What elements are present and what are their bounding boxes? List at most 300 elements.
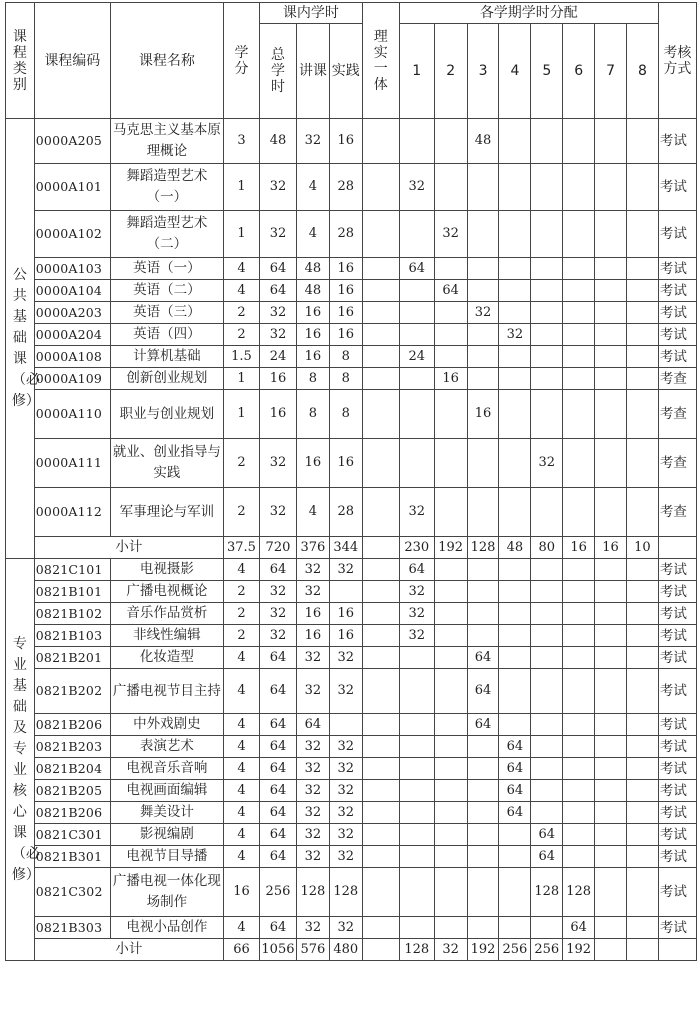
subtotal-label: 小计 [34, 939, 223, 961]
course-name: 影视编剧 [110, 824, 223, 846]
semester-8-hours-cell [626, 669, 658, 714]
header-semester-8: 8 [626, 24, 658, 119]
course-name: 舞美设计 [110, 802, 223, 824]
semester-3-hours-cell [467, 625, 499, 647]
header-semester-allocation: 各学期学时分配 [399, 3, 658, 24]
semester-8-hours-cell [626, 346, 658, 368]
course-code: 0000A112 [34, 488, 110, 537]
practice-hours-cell: 8 [329, 346, 362, 368]
header-semester-3: 3 [467, 24, 499, 119]
total-hours-cell: 64 [259, 647, 296, 669]
semester-7-hours-cell [595, 669, 627, 714]
subtotal-lecture-hours: 376 [296, 537, 329, 559]
semester-3-hours-cell: 16 [467, 390, 499, 439]
semester-5-hours-cell [531, 559, 563, 581]
header-lecture: 讲课 [296, 24, 329, 119]
semester-2-hours-cell [434, 780, 467, 802]
course-category-label: 公共基础课（必修） [11, 267, 40, 409]
semester-2-hours-cell [434, 868, 467, 917]
subtotal-row [6, 537, 697, 559]
credit-cell: 4 [223, 736, 259, 758]
semester-2-hours-cell: 64 [434, 280, 467, 302]
course-code: 0000A109 [34, 368, 110, 390]
semester-5-hours-cell: 32 [531, 439, 563, 488]
integrated-hours-cell [362, 780, 399, 802]
semester-3-hours-cell [467, 211, 499, 258]
subtotal-semester-5: 80 [531, 537, 563, 559]
semester-7-hours-cell [595, 164, 627, 211]
semester-3-hours-cell [467, 346, 499, 368]
practice-hours-cell: 16 [329, 625, 362, 647]
practice-hours-cell: 16 [329, 280, 362, 302]
lecture-hours-cell: 64 [296, 714, 329, 736]
semester-7-hours-cell [595, 211, 627, 258]
table-row [6, 917, 697, 939]
semester-2-hours-cell [434, 258, 467, 280]
credit-cell: 4 [223, 669, 259, 714]
semester-8-hours-cell [626, 802, 658, 824]
credit-cell: 4 [223, 559, 259, 581]
practice-hours-cell: 128 [329, 868, 362, 917]
integrated-hours-cell [362, 669, 399, 714]
semester-3-hours-cell [467, 164, 499, 211]
lecture-hours-cell: 16 [296, 302, 329, 324]
total-hours-cell: 64 [259, 258, 296, 280]
total-hours-cell: 32 [259, 581, 296, 603]
integrated-hours-cell [362, 346, 399, 368]
semester-2-hours-cell [434, 488, 467, 537]
semester-2-hours-cell [434, 346, 467, 368]
table-row [6, 603, 697, 625]
course-name: 广播电视概论 [110, 581, 223, 603]
total-hours-cell: 32 [259, 625, 296, 647]
table-row [6, 581, 697, 603]
lecture-hours-cell: 32 [296, 846, 329, 868]
credit-cell: 2 [223, 625, 259, 647]
integrated-hours-cell [362, 736, 399, 758]
semester-4-hours-cell [499, 824, 531, 846]
total-hours-cell: 32 [259, 211, 296, 258]
lecture-hours-cell: 48 [296, 280, 329, 302]
semester-6-hours-cell [563, 488, 595, 537]
course-name: 计算机基础 [110, 346, 223, 368]
course-name: 就业、创业指导与实践 [110, 439, 223, 488]
course-name: 广播电视一体化现场制作 [110, 868, 223, 917]
total-hours-cell: 64 [259, 714, 296, 736]
course-code: 0821B202 [34, 669, 110, 714]
subtotal-semester-2: 32 [434, 939, 467, 961]
lecture-hours-cell: 8 [296, 368, 329, 390]
practice-hours-cell: 28 [329, 211, 362, 258]
table-row [6, 211, 697, 258]
semester-1-hours-cell: 64 [399, 258, 434, 280]
course-name: 军事理论与军训 [110, 488, 223, 537]
semester-8-hours-cell [626, 736, 658, 758]
credit-cell: 4 [223, 780, 259, 802]
semester-7-hours-cell [595, 758, 627, 780]
semester-7-hours-cell [595, 917, 627, 939]
header-semester-1: 1 [399, 24, 434, 119]
assessment-mode: 考试 [658, 211, 696, 258]
header-semester-6: 6 [563, 24, 595, 119]
semester-1-hours-cell [399, 824, 434, 846]
table-row [6, 625, 697, 647]
semester-1-hours-cell [399, 846, 434, 868]
semester-8-hours-cell [626, 581, 658, 603]
semester-8-hours-cell [626, 280, 658, 302]
subtotal-practice-hours: 480 [329, 939, 362, 961]
semester-1-hours-cell [399, 302, 434, 324]
course-code: 0000A111 [34, 439, 110, 488]
semester-7-hours-cell [595, 714, 627, 736]
semester-4-hours-cell [499, 390, 531, 439]
subtotal-practice-hours: 344 [329, 537, 362, 559]
semester-3-hours-cell [467, 780, 499, 802]
assessment-mode: 考试 [658, 758, 696, 780]
semester-2-hours-cell [434, 324, 467, 346]
assessment-mode: 考试 [658, 280, 696, 302]
assessment-mode: 考查 [658, 390, 696, 439]
semester-2-hours-cell [434, 119, 467, 164]
semester-6-hours-cell [563, 758, 595, 780]
course-name: 化妆造型 [110, 647, 223, 669]
total-hours-cell: 64 [259, 559, 296, 581]
semester-1-hours-cell [399, 780, 434, 802]
subtotal-semester-2: 192 [434, 537, 467, 559]
lecture-hours-cell: 4 [296, 488, 329, 537]
semester-7-hours-cell [595, 280, 627, 302]
semester-1-hours-cell [399, 211, 434, 258]
table-row [6, 758, 697, 780]
semester-6-hours-cell [563, 603, 595, 625]
semester-8-hours-cell [626, 714, 658, 736]
semester-3-hours-cell [467, 559, 499, 581]
total-hours-cell: 64 [259, 802, 296, 824]
semester-5-hours-cell [531, 211, 563, 258]
semester-1-hours-cell [399, 119, 434, 164]
semester-5-hours-cell [531, 603, 563, 625]
course-code: 0821B303 [34, 917, 110, 939]
semester-3-hours-cell [467, 280, 499, 302]
semester-8-hours-cell [626, 302, 658, 324]
total-hours-cell: 64 [259, 917, 296, 939]
lecture-hours-cell: 32 [296, 780, 329, 802]
assessment-mode: 考试 [658, 780, 696, 802]
subtotal-semester-6: 192 [563, 939, 595, 961]
credit-cell: 4 [223, 647, 259, 669]
semester-7-hours-cell [595, 258, 627, 280]
semester-7-hours-cell [595, 581, 627, 603]
integrated-hours-cell [362, 368, 399, 390]
semester-1-hours-cell [399, 736, 434, 758]
assessment-mode: 考试 [658, 346, 696, 368]
header-in-class-hours: 课内学时 [259, 3, 362, 24]
semester-4-hours-cell [499, 917, 531, 939]
semester-3-hours-cell [467, 917, 499, 939]
semester-8-hours-cell [626, 824, 658, 846]
credit-cell: 2 [223, 581, 259, 603]
practice-hours-cell: 32 [329, 780, 362, 802]
semester-4-hours-cell [499, 211, 531, 258]
assessment-mode: 考试 [658, 164, 696, 211]
practice-hours-cell: 32 [329, 758, 362, 780]
course-code: 0821B205 [34, 780, 110, 802]
semester-6-hours-cell [563, 559, 595, 581]
subtotal-semester-7: 16 [595, 537, 627, 559]
course-code: 0000A101 [34, 164, 110, 211]
semester-4-hours-cell: 32 [499, 324, 531, 346]
header-semester-7: 7 [595, 24, 627, 119]
course-code: 0000A102 [34, 211, 110, 258]
integrated-hours-cell [362, 439, 399, 488]
semester-8-hours-cell [626, 164, 658, 211]
semester-1-hours-cell [399, 280, 434, 302]
total-hours-cell: 64 [259, 824, 296, 846]
lecture-hours-cell: 8 [296, 390, 329, 439]
semester-6-hours-cell [563, 439, 595, 488]
assessment-mode: 考试 [658, 917, 696, 939]
semester-5-hours-cell [531, 581, 563, 603]
lecture-hours-cell: 32 [296, 581, 329, 603]
total-hours-cell: 32 [259, 324, 296, 346]
course-code: 0821B206 [34, 714, 110, 736]
assessment-mode: 考试 [658, 802, 696, 824]
subtotal-row [6, 939, 697, 961]
semester-8-hours-cell [626, 868, 658, 917]
lecture-hours-cell: 32 [296, 669, 329, 714]
semester-1-hours-cell [399, 917, 434, 939]
semester-8-hours-cell [626, 488, 658, 537]
semester-1-hours-cell [399, 669, 434, 714]
total-hours-cell: 24 [259, 346, 296, 368]
course-code: 0821C302 [34, 868, 110, 917]
table-row [6, 280, 697, 302]
assessment-mode: 考查 [658, 368, 696, 390]
semester-4-hours-cell [499, 164, 531, 211]
semester-4-hours-cell [499, 647, 531, 669]
course-code: 0000A204 [34, 324, 110, 346]
subtotal-assessment [658, 939, 696, 961]
assessment-mode: 考试 [658, 625, 696, 647]
semester-7-hours-cell [595, 868, 627, 917]
course-code: 0821B101 [34, 581, 110, 603]
course-name: 音乐作品赏析 [110, 603, 223, 625]
semester-6-hours-cell [563, 211, 595, 258]
subtotal-total-hours: 720 [259, 537, 296, 559]
practice-hours-cell: 16 [329, 119, 362, 164]
header-total-hours: 总学时 [259, 24, 296, 119]
assessment-mode: 考查 [658, 488, 696, 537]
assessment-mode: 考试 [658, 559, 696, 581]
table-header [6, 3, 697, 119]
semester-6-hours-cell [563, 280, 595, 302]
course-code: 0821B206 [34, 802, 110, 824]
semester-3-hours-cell [467, 258, 499, 280]
table-row [6, 368, 697, 390]
assessment-mode: 考试 [658, 119, 696, 164]
subtotal-semester-3: 128 [467, 537, 499, 559]
practice-hours-cell: 32 [329, 917, 362, 939]
course-name: 广播电视节目主持 [110, 669, 223, 714]
integrated-hours-cell [362, 258, 399, 280]
practice-hours-cell: 16 [329, 324, 362, 346]
lecture-hours-cell: 16 [296, 324, 329, 346]
semester-6-hours-cell [563, 258, 595, 280]
lecture-hours-cell: 128 [296, 868, 329, 917]
subtotal-credit: 37.5 [223, 537, 259, 559]
table-row [6, 780, 697, 802]
semester-6-hours-cell [563, 324, 595, 346]
practice-hours-cell [329, 714, 362, 736]
semester-6-hours-cell [563, 802, 595, 824]
credit-cell: 2 [223, 603, 259, 625]
lecture-hours-cell: 48 [296, 258, 329, 280]
semester-4-hours-cell [499, 846, 531, 868]
course-name: 表演艺术 [110, 736, 223, 758]
course-name: 马克思主义基本原理概论 [110, 119, 223, 164]
semester-1-hours-cell: 24 [399, 346, 434, 368]
practice-hours-cell: 32 [329, 736, 362, 758]
total-hours-cell: 32 [259, 302, 296, 324]
assessment-mode: 考试 [658, 581, 696, 603]
lecture-hours-cell: 32 [296, 824, 329, 846]
assessment-mode: 考试 [658, 736, 696, 758]
credit-cell: 4 [223, 258, 259, 280]
semester-4-hours-cell [499, 346, 531, 368]
lecture-hours-cell: 32 [296, 758, 329, 780]
course-code: 0821B102 [34, 603, 110, 625]
semester-1-hours-cell: 32 [399, 164, 434, 211]
practice-hours-cell: 16 [329, 603, 362, 625]
semester-5-hours-cell: 128 [531, 868, 563, 917]
semester-1-hours-cell [399, 758, 434, 780]
semester-5-hours-cell [531, 917, 563, 939]
semester-2-hours-cell [434, 581, 467, 603]
table-row [6, 346, 697, 368]
lecture-hours-cell: 4 [296, 211, 329, 258]
semester-6-hours-cell [563, 669, 595, 714]
semester-7-hours-cell [595, 736, 627, 758]
credit-cell: 4 [223, 714, 259, 736]
course-name: 电视音乐音响 [110, 758, 223, 780]
practice-hours-cell: 32 [329, 824, 362, 846]
semester-7-hours-cell [595, 824, 627, 846]
integrated-hours-cell [362, 603, 399, 625]
integrated-hours-cell [362, 559, 399, 581]
credit-cell: 4 [223, 846, 259, 868]
semester-1-hours-cell: 64 [399, 559, 434, 581]
semester-3-hours-cell [467, 324, 499, 346]
table-row [6, 736, 697, 758]
semester-4-hours-cell [499, 868, 531, 917]
course-code: 0000A205 [34, 119, 110, 164]
semester-6-hours-cell [563, 368, 595, 390]
semester-3-hours-cell [467, 802, 499, 824]
semester-2-hours-cell [434, 302, 467, 324]
semester-5-hours-cell [531, 488, 563, 537]
integrated-hours-cell [362, 164, 399, 211]
practice-hours-cell: 32 [329, 846, 362, 868]
table-row [6, 846, 697, 868]
subtotal-label: 小计 [34, 537, 223, 559]
semester-7-hours-cell [595, 302, 627, 324]
semester-4-hours-cell [499, 581, 531, 603]
total-hours-cell: 64 [259, 846, 296, 868]
assessment-mode: 考试 [658, 868, 696, 917]
credit-cell: 4 [223, 824, 259, 846]
total-hours-cell: 16 [259, 390, 296, 439]
semester-7-hours-cell [595, 802, 627, 824]
lecture-hours-cell: 32 [296, 917, 329, 939]
integrated-hours-cell [362, 625, 399, 647]
semester-4-hours-cell: 64 [499, 758, 531, 780]
credit-cell: 16 [223, 868, 259, 917]
assessment-mode: 考试 [658, 824, 696, 846]
semester-7-hours-cell [595, 439, 627, 488]
semester-5-hours-cell [531, 758, 563, 780]
semester-8-hours-cell [626, 758, 658, 780]
lecture-hours-cell: 16 [296, 439, 329, 488]
lecture-hours-cell: 4 [296, 164, 329, 211]
practice-hours-cell: 8 [329, 368, 362, 390]
semester-3-hours-cell [467, 439, 499, 488]
course-code: 0821B204 [34, 758, 110, 780]
subtotal-credit: 66 [223, 939, 259, 961]
integrated-hours-cell [362, 390, 399, 439]
semester-1-hours-cell: 32 [399, 603, 434, 625]
semester-2-hours-cell [434, 758, 467, 780]
integrated-hours-cell [362, 581, 399, 603]
assessment-mode: 考试 [658, 669, 696, 714]
semester-6-hours-cell [563, 846, 595, 868]
table-row [6, 488, 697, 537]
subtotal-semester-6: 16 [563, 537, 595, 559]
course-name: 舞蹈造型艺术（二） [110, 211, 223, 258]
lecture-hours-cell: 32 [296, 559, 329, 581]
semester-1-hours-cell [399, 439, 434, 488]
semester-4-hours-cell [499, 603, 531, 625]
semester-6-hours-cell [563, 780, 595, 802]
semester-5-hours-cell [531, 324, 563, 346]
table-row [6, 390, 697, 439]
credit-cell: 4 [223, 917, 259, 939]
assessment-mode: 考试 [658, 324, 696, 346]
credit-cell: 1.5 [223, 346, 259, 368]
practice-hours-cell: 32 [329, 559, 362, 581]
course-name: 中外戏剧史 [110, 714, 223, 736]
semester-8-hours-cell [626, 439, 658, 488]
semester-7-hours-cell [595, 559, 627, 581]
semester-7-hours-cell [595, 346, 627, 368]
semester-3-hours-cell: 64 [467, 714, 499, 736]
integrated-hours-cell [362, 802, 399, 824]
credit-cell: 4 [223, 758, 259, 780]
semester-7-hours-cell [595, 647, 627, 669]
semester-3-hours-cell [467, 581, 499, 603]
semester-3-hours-cell [467, 868, 499, 917]
assessment-mode: 考试 [658, 714, 696, 736]
semester-5-hours-cell [531, 669, 563, 714]
semester-1-hours-cell [399, 368, 434, 390]
course-code: 0000A103 [34, 258, 110, 280]
semester-3-hours-cell [467, 736, 499, 758]
practice-hours-cell: 32 [329, 802, 362, 824]
semester-5-hours-cell [531, 625, 563, 647]
semester-7-hours-cell [595, 119, 627, 164]
integrated-hours-cell [362, 324, 399, 346]
semester-2-hours-cell [434, 736, 467, 758]
semester-5-hours-cell [531, 119, 563, 164]
